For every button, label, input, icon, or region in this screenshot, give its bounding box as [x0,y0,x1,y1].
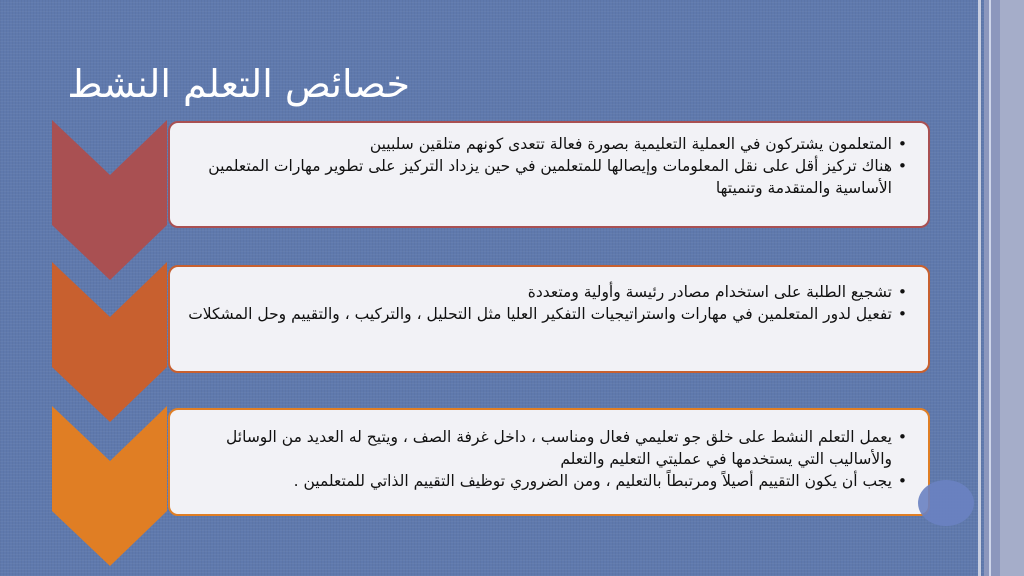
text-card-1 [168,121,930,228]
bullet-item: • يعمل التعلم النشط على خلق جو تعليمي فعال ومناسب ، داخل غرفة الصف ، ويتيح له العديد من الوسائل والأساليب التي يستخدمها في عمليتي التعليم والتعلم [186,426,892,470]
bullet-item: • تشجيع الطلبة على استخدام مصادر رئيسة وأولية ومتعددة [186,281,892,303]
bullet-item: • يجب أن يكون التقييم أصيلاً ومرتبطاً بالتعليم ، ومن الضروري توظيف التقييم الذاتي للمتعلمين . [186,470,892,492]
text-card-2 [168,265,930,373]
bullet-list [186,281,906,325]
bullet-item: • المتعلمون يشتركون في العملية التعليمية بصورة فعالة تتعدى كونهم متلقين سلبيين [186,133,892,155]
right-edge-stripe [989,0,991,576]
bullet-item: • هناك تركيز أقل على نقل المعلومات وإيصالها للمتعلمين في حين يزداد التركيز على تطوير مهارات المتعلمين الأساسية والمتقدمة وتنميتها [186,155,892,199]
chevron-arrow-1 [52,120,167,280]
chevron-arrow-3 [52,406,167,566]
bullet-list [186,133,906,199]
chevron-arrow-2 [52,262,167,422]
right-edge-stripe [978,0,981,576]
slide-title: خصائص التعلم النشط [67,62,410,106]
right-edge-band [1000,0,1024,576]
bullet-item: • تفعيل لدور المتعلمين في مهارات واستراتيجيات التفكير العليا مثل التحليل ، والتركيب ، والتقييم وحل المشكلات [186,303,892,325]
decorative-circle [918,480,974,526]
bullet-list [186,426,906,492]
text-card-3 [168,408,930,516]
